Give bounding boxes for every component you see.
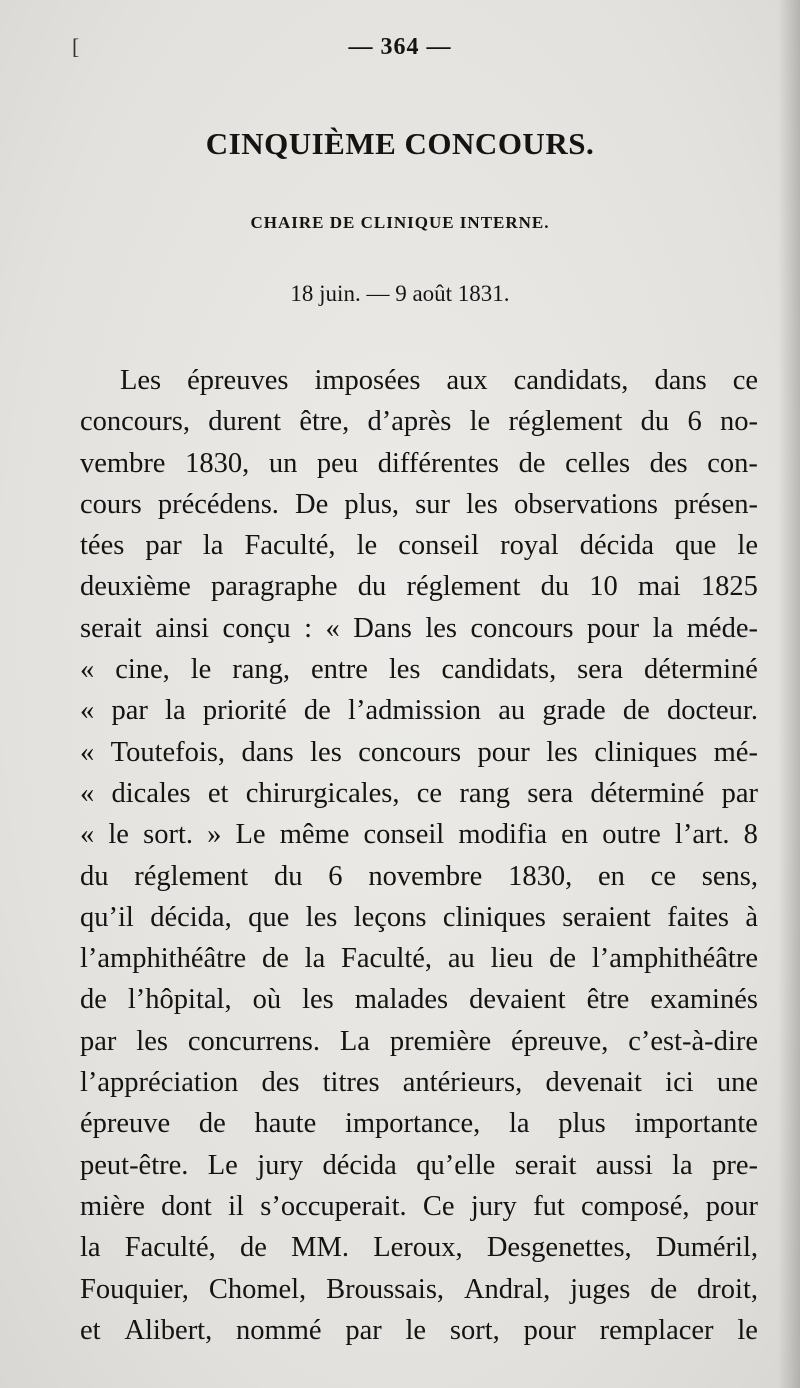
text-line: mière dont il s’occuperait. Ce jury fut composé, pour [80, 1190, 758, 1222]
text-line: du réglement du 6 novembre 1830, en ce sens, [80, 860, 758, 892]
text-line: « le sort. » Le même conseil modifia en outre l’art. 8 [80, 819, 758, 851]
text-line: de l’hôpital, où les malades devaient être examinés [80, 984, 758, 1016]
section-subtitle: CHAIRE DE CLINIQUE INTERNE. [250, 213, 550, 232]
text-line: « dicales et chirurgicales, ce rang sera déterminé par [80, 777, 758, 809]
text-line: l’appréciation des titres antérieurs, devenait ici une [80, 1067, 758, 1099]
text-line: l’amphithéâtre de la Faculté, au lieu de l’amphithéâtre [80, 943, 758, 975]
text-line: Les épreuves imposées aux candidats, dans ce [120, 365, 758, 396]
text-line: peut-être. Le jury décida qu’elle serait aussi la pre- [80, 1149, 758, 1181]
text-line: tées par la Faculté, le conseil royal décida que le [80, 530, 758, 562]
text-line: et Alibert, nommé par le sort, pour remplacer le [80, 1314, 758, 1346]
chapter-title: CINQUIÈME CONCOURS. [205, 126, 595, 161]
text-line: « Toutefois, dans les concours pour les cliniques mé- [80, 736, 758, 768]
text-line: qu’il décida, que les leçons cliniques seraient faites à [80, 901, 758, 933]
text-line: serait ainsi conçu : « Dans les concours pour la méde- [80, 612, 758, 644]
text-line: « par la priorité de l’admission au grade de docteur. [80, 695, 758, 727]
body-paragraph [80, 360, 758, 1351]
date-range: 18 juin. — 9 août 1831. [290, 281, 510, 306]
margin-bracket-mark: [ [72, 34, 80, 59]
text-line: vembre 1830, un peu différentes de celles des con- [80, 447, 758, 479]
text-line: Fouquier, Chomel, Broussais, Andral, juges de droit, [80, 1273, 758, 1305]
text-line: par les concurrens. La première épreuve, c’est-à-dire [80, 1025, 758, 1057]
text-line: concours, durent être, d’après le réglement du 6 no- [80, 406, 758, 438]
text-line: cours précédens. De plus, sur les observations présen- [80, 488, 758, 520]
page-edge-shadow [778, 0, 800, 1388]
text-line: épreuve de haute importance, la plus importante [80, 1108, 758, 1140]
text-line: « cine, le rang, entre les candidats, sera déterminé [80, 654, 758, 686]
page-number: — 364 — [348, 34, 452, 60]
text-line: deuxième paragraphe du réglement du 10 mai 1825 [80, 571, 758, 603]
text-line: la Faculté, de MM. Leroux, Desgenettes, Duméril, [80, 1232, 758, 1264]
